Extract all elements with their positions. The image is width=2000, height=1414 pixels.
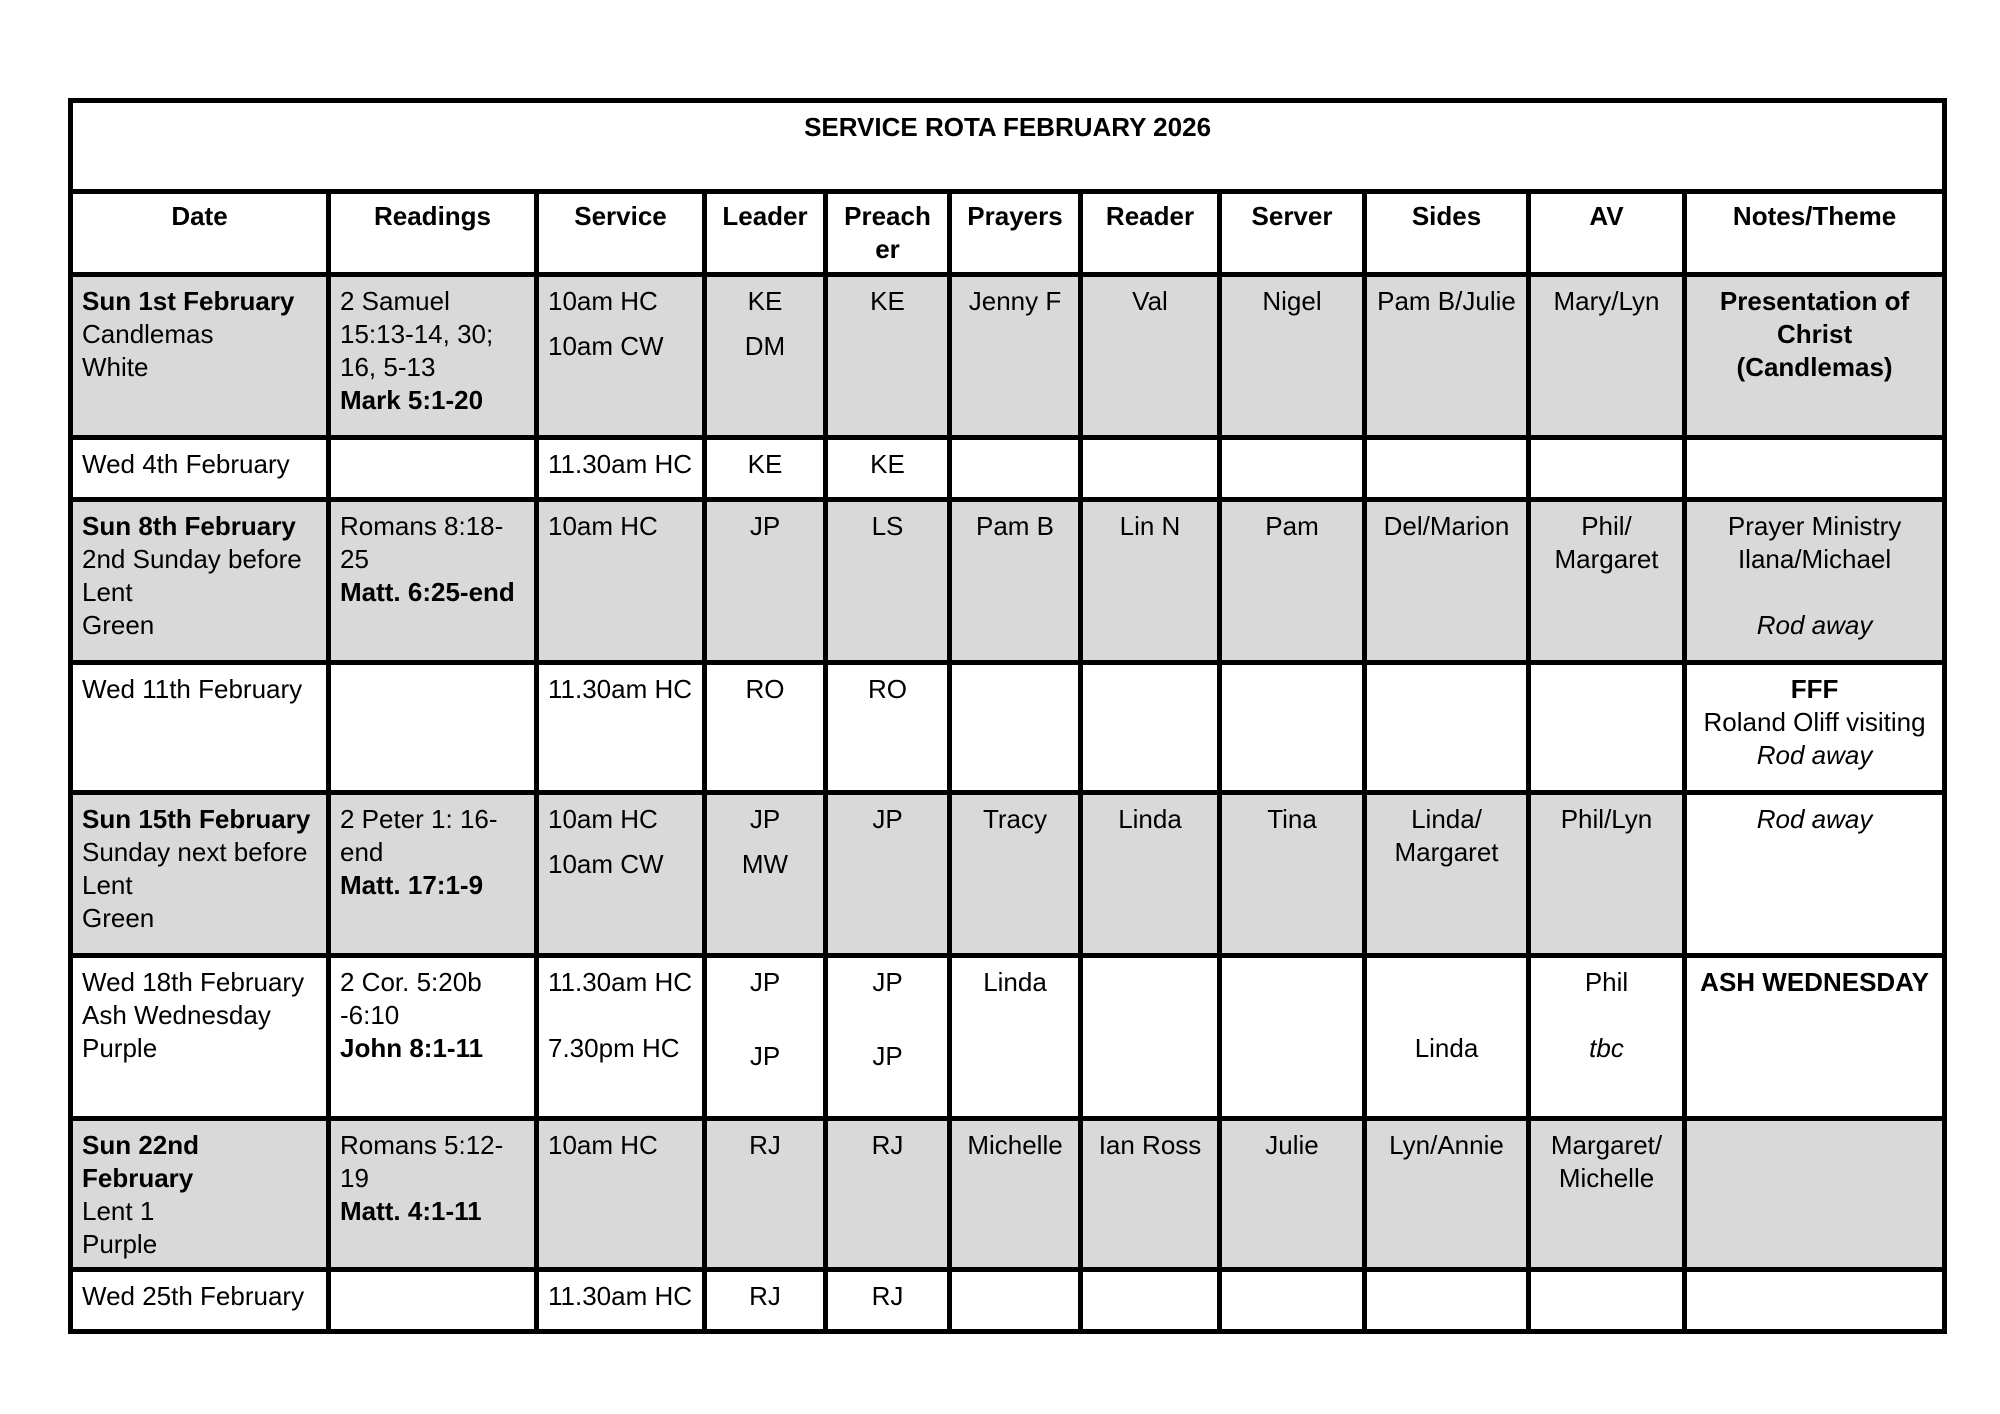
header-service: Service [537, 192, 705, 275]
preacher-cell: RJ [826, 1270, 950, 1332]
date-label: Sun 15th February [82, 804, 311, 834]
notes-line-1: Prayer Ministry [1727, 511, 1902, 541]
server-cell: Julie [1220, 1119, 1365, 1270]
header-prayers: Prayers [950, 192, 1081, 275]
service-cell [537, 956, 705, 1119]
leader-2: MW [741, 849, 789, 879]
liturgical-colour: Green [82, 903, 155, 933]
header-preacher: Preacher [826, 192, 950, 275]
reading-1: 2 Samuel 15:13-14, 30; 16, 5-13 [340, 286, 494, 382]
preacher-cell: RO [826, 663, 950, 793]
table-row [71, 275, 1945, 438]
reader-cell: Linda [1081, 793, 1220, 956]
sides-cell [1365, 438, 1529, 500]
reading-2: Matt. 6:25-end [340, 577, 515, 607]
prayers-cell: Tracy [950, 793, 1081, 956]
av-cell [1529, 956, 1685, 1119]
table-row [71, 438, 1945, 500]
service-2: 10am CW [548, 331, 664, 361]
leader-1: JP [749, 967, 781, 997]
table-row [71, 1270, 1945, 1332]
header-readings: Readings [329, 192, 537, 275]
sides-cell [1365, 663, 1529, 793]
reader-cell: Lin N [1081, 500, 1220, 663]
reader-cell: Val [1081, 275, 1220, 438]
notes-cell [1685, 438, 1945, 500]
service-cell: 11.30am HC [537, 1270, 705, 1332]
service-cell [537, 793, 705, 956]
prayers-cell [950, 1270, 1081, 1332]
date-cell: Wed 25th February [71, 1270, 329, 1332]
service-2: 7.30pm HC [548, 1033, 680, 1063]
service-cell: 10am HC [537, 1119, 705, 1270]
header-date: Date [71, 192, 329, 275]
av-cell [1529, 1270, 1685, 1332]
preacher-cell: LS [826, 500, 950, 663]
table-row [71, 1119, 1945, 1270]
reader-cell [1081, 438, 1220, 500]
leader-cell: RJ [705, 1270, 826, 1332]
server-cell [1220, 438, 1365, 500]
reading-2: John 8:1-11 [340, 1033, 484, 1063]
reader-cell [1081, 1270, 1220, 1332]
av-cell: Margaret/ Michelle [1529, 1119, 1685, 1270]
liturgical-colour: White [82, 352, 149, 382]
readings-cell [329, 500, 537, 663]
server-cell [1220, 1270, 1365, 1332]
prayers-cell: Pam B [950, 500, 1081, 663]
preacher-cell [826, 956, 950, 1119]
server-cell: Pam [1220, 500, 1365, 663]
header-row [71, 192, 1945, 275]
liturgical-colour: Green [82, 610, 155, 640]
readings-cell [329, 438, 537, 500]
sides-cell [1365, 956, 1529, 1119]
service-cell [537, 275, 705, 438]
server-cell: Nigel [1220, 275, 1365, 438]
service-cell: 11.30am HC [537, 663, 705, 793]
av-cell [1529, 438, 1685, 500]
date-cell: Wed 11th February [71, 663, 329, 793]
service-cell: 11.30am HC [537, 438, 705, 500]
service-rota-table [68, 98, 1947, 1334]
av-2: tbc [1589, 1033, 1624, 1063]
readings-cell [329, 275, 537, 438]
date-cell [71, 500, 329, 663]
reading-1: 2 Peter 1: 16-end [340, 804, 498, 867]
sides-cell: Lyn/Annie [1365, 1119, 1529, 1270]
preacher-cell: KE [826, 438, 950, 500]
notes-cell [1685, 1270, 1945, 1332]
reading-2: Matt. 4:1-11 [340, 1196, 482, 1226]
sides-cell: Pam B/Julie [1365, 275, 1529, 438]
title-row [71, 101, 1945, 192]
service-cell: 10am HC [537, 500, 705, 663]
notes-cell: Rod away [1685, 793, 1945, 956]
header-sides: Sides [1365, 192, 1529, 275]
occasion-label: Lent 1 [82, 1196, 155, 1226]
header-av: AV [1529, 192, 1685, 275]
header-notes: Notes/Theme [1685, 192, 1945, 275]
notes-line-2: Roland Oliff visiting [1703, 707, 1926, 737]
preacher-1: JP [872, 967, 903, 997]
notes-line-1: FFF [1790, 674, 1839, 704]
liturgical-colour: Purple [82, 1033, 158, 1063]
leader-cell: KE [705, 438, 826, 500]
prayers-cell [950, 438, 1081, 500]
notes-cell: ASH WEDNESDAY [1685, 956, 1945, 1119]
header-server: Server [1220, 192, 1365, 275]
leader-cell [705, 275, 826, 438]
table-row [71, 793, 1945, 956]
date-cell [71, 956, 329, 1119]
sides-1: Linda [1414, 1033, 1479, 1063]
reading-2: Matt. 17:1-9 [340, 870, 484, 900]
date-cell [71, 793, 329, 956]
leader-2: JP [749, 1041, 781, 1071]
occasion-label: 2nd Sunday before Lent [82, 544, 302, 607]
page-title: SERVICE ROTA FEBRUARY 2026 [71, 101, 1945, 192]
preacher-cell: KE [826, 275, 950, 438]
preacher-cell: RJ [826, 1119, 950, 1270]
reader-cell [1081, 956, 1220, 1119]
notes-line-3: Rod away [1756, 610, 1873, 640]
header-reader: Reader [1081, 192, 1220, 275]
date-cell: Wed 4th February [71, 438, 329, 500]
occasion-label: Candlemas [82, 319, 214, 349]
server-cell: Tina [1220, 793, 1365, 956]
leader-cell [705, 793, 826, 956]
reading-2: Mark 5:1-20 [340, 385, 484, 415]
table-row [71, 663, 1945, 793]
date-label: Sun 22nd February [82, 1130, 200, 1193]
leader-cell: JP [705, 500, 826, 663]
av-cell [1529, 663, 1685, 793]
server-cell [1220, 956, 1365, 1119]
leader-cell: RJ [705, 1119, 826, 1270]
av-cell: Phil/ Margaret [1529, 500, 1685, 663]
header-leader: Leader [705, 192, 826, 275]
service-1: 10am HC [548, 286, 658, 316]
leader-2: DM [744, 331, 786, 361]
av-1: Phil [1584, 967, 1629, 997]
notes-cell [1685, 1119, 1945, 1270]
date-label: Sun 1st February [82, 286, 295, 316]
notes-cell [1685, 663, 1945, 793]
preacher-2: JP [872, 1041, 903, 1071]
notes-line-2: Ilana/Michael [1737, 544, 1892, 574]
readings-cell [329, 1270, 537, 1332]
table-row [71, 500, 1945, 663]
date-label: Sun 8th February [82, 511, 296, 541]
reading-1: 2 Cor. 5:20b -6:10 [340, 967, 482, 1030]
prayers-cell: Linda [950, 956, 1081, 1119]
leader-1: JP [749, 804, 781, 834]
notes-cell [1685, 500, 1945, 663]
prayers-cell: Jenny F [950, 275, 1081, 438]
date-cell [71, 1119, 329, 1270]
readings-cell [329, 1119, 537, 1270]
notes-cell: Presentation of Christ (Candlemas) [1685, 275, 1945, 438]
service-1: 11.30am HC [548, 967, 693, 997]
reader-cell: Ian Ross [1081, 1119, 1220, 1270]
service-2: 10am CW [548, 849, 664, 879]
readings-cell [329, 663, 537, 793]
occasion-label: Sunday next before Lent [82, 837, 308, 900]
leader-cell: RO [705, 663, 826, 793]
prayers-cell [950, 663, 1081, 793]
sides-cell: Del/Marion [1365, 500, 1529, 663]
av-cell: Mary/Lyn [1529, 275, 1685, 438]
table-row [71, 956, 1945, 1119]
readings-cell [329, 793, 537, 956]
prayers-cell: Michelle [950, 1119, 1081, 1270]
av-cell: Phil/Lyn [1529, 793, 1685, 956]
date-cell [71, 275, 329, 438]
sides-cell [1365, 1270, 1529, 1332]
notes-line-3: Rod away [1756, 740, 1873, 770]
occasion-label: Ash Wednesday [82, 1000, 271, 1030]
reader-cell [1081, 663, 1220, 793]
service-1: 10am HC [548, 804, 658, 834]
date-label: Wed 18th February [82, 967, 305, 997]
server-cell [1220, 663, 1365, 793]
preacher-cell: JP [826, 793, 950, 956]
leader-cell [705, 956, 826, 1119]
reading-1: Romans 8:18-25 [340, 511, 504, 574]
leader-1: KE [747, 286, 783, 316]
reading-1: Romans 5:12-19 [340, 1130, 504, 1193]
readings-cell [329, 956, 537, 1119]
sides-cell: Linda/ Margaret [1365, 793, 1529, 956]
liturgical-colour: Purple [82, 1229, 158, 1259]
